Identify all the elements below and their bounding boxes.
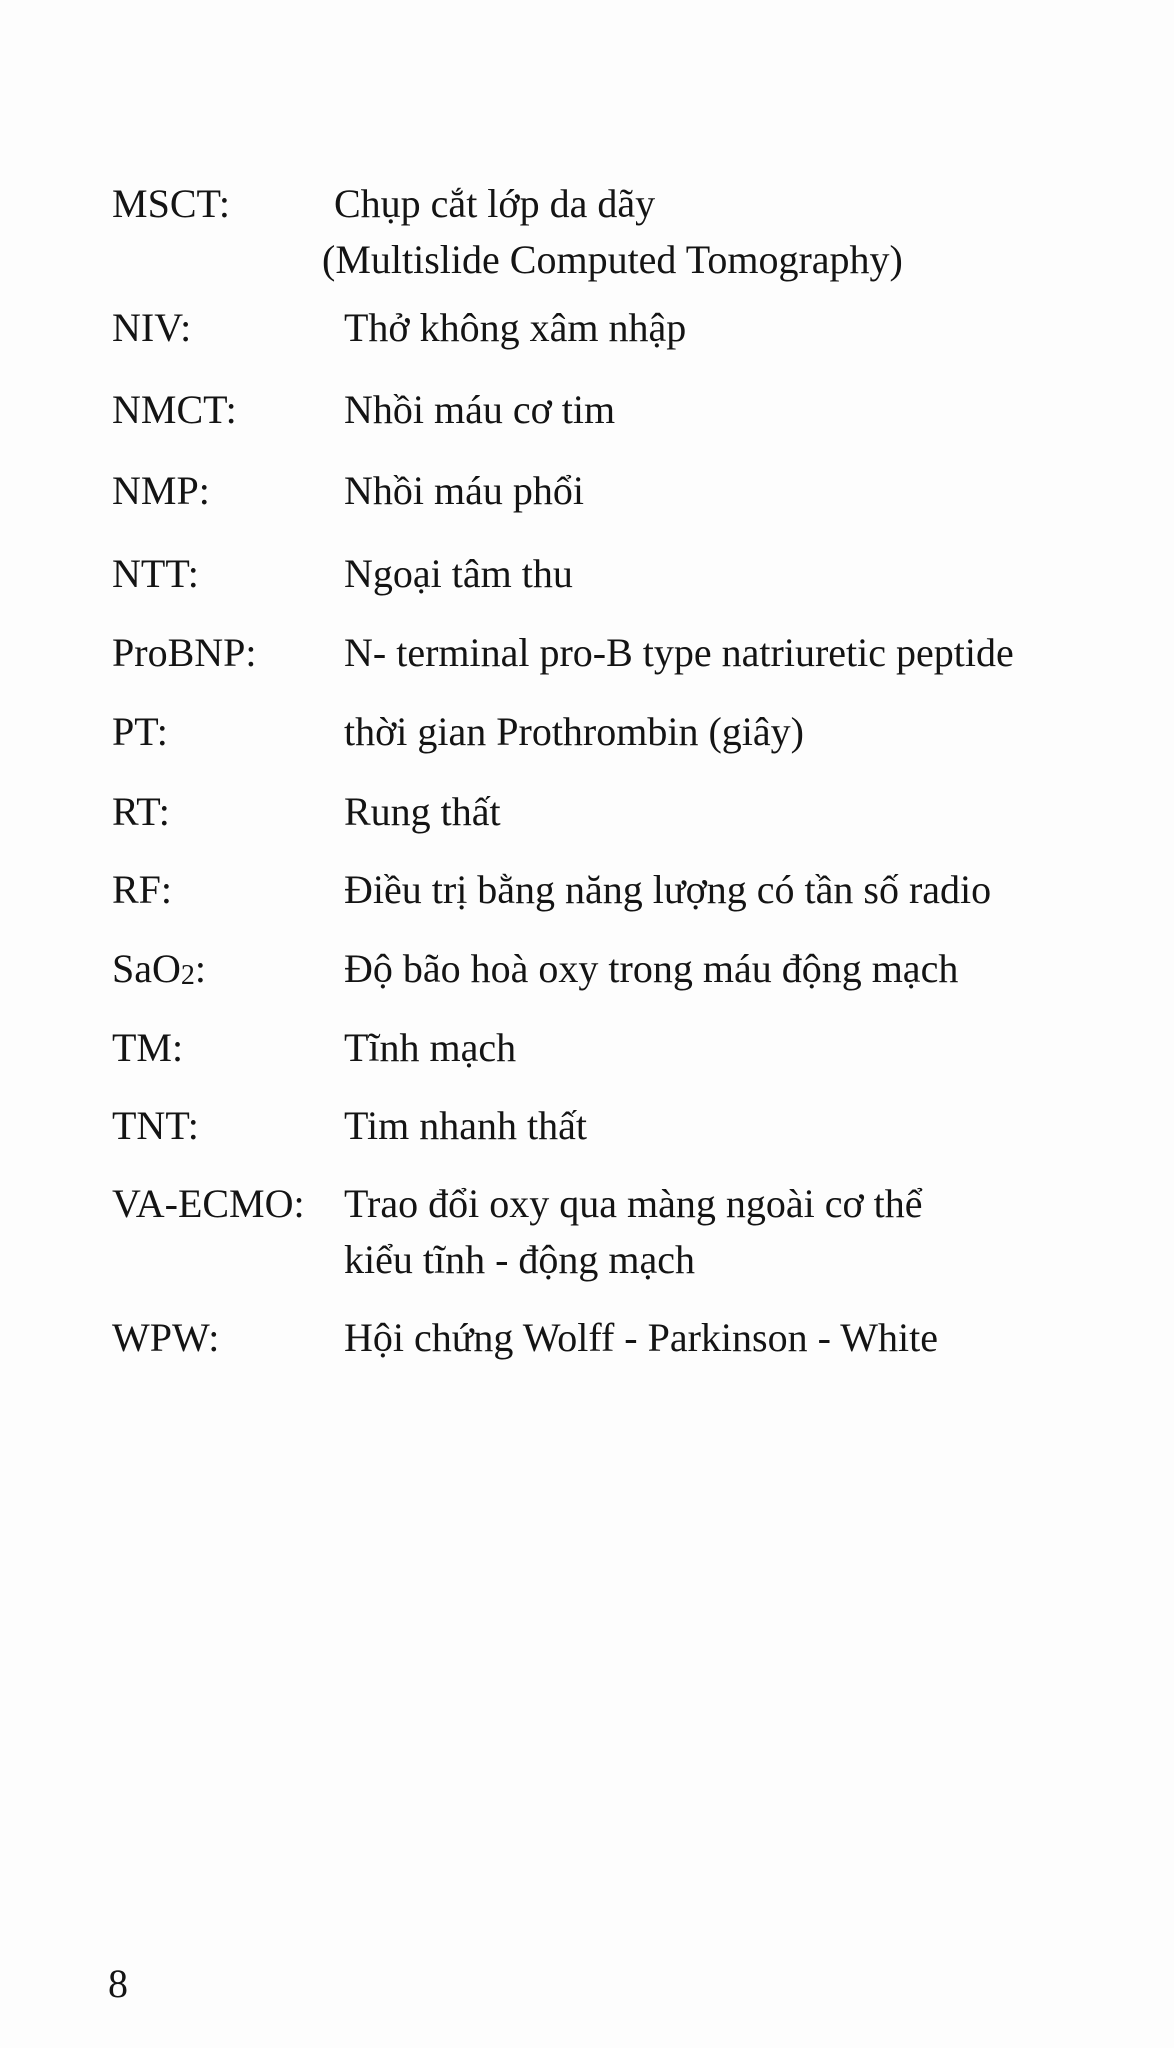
abbreviation-term: TM: bbox=[112, 1025, 184, 1070]
abbreviation-definition bbox=[344, 1020, 516, 1076]
definition-line: Thở không xâm nhập bbox=[344, 305, 687, 350]
abbreviation-definition bbox=[344, 1176, 922, 1288]
definition-line: Trao đổi oxy qua màng ngoài cơ thể bbox=[344, 1181, 923, 1226]
abbreviation-term: MSCT: bbox=[112, 181, 231, 226]
abbreviation-term: NIV: bbox=[112, 305, 192, 350]
abbreviation-definition bbox=[344, 625, 1014, 681]
abbreviation-definition bbox=[344, 546, 573, 602]
abbreviation-term: TNT: bbox=[112, 1103, 199, 1148]
definition-line: (Multislide Computed Tomography) bbox=[322, 237, 903, 282]
definition-line: kiểu tĩnh - động mạch bbox=[344, 1237, 696, 1282]
definition-line: Tim nhanh thất bbox=[344, 1103, 587, 1148]
abbreviation-term: VA-ECMO: bbox=[112, 1181, 305, 1226]
abbreviation-term: NMCT: bbox=[112, 387, 237, 432]
definition-line: Nhồi máu phổi bbox=[344, 468, 584, 513]
definition-line: Nhồi máu cơ tim bbox=[344, 387, 616, 432]
definition-line: Độ bão hoà oxy trong máu động mạch bbox=[344, 946, 959, 991]
abbreviation-definition bbox=[322, 176, 903, 288]
abbreviation-term-colon: : bbox=[194, 946, 207, 991]
abbreviation-definition bbox=[344, 704, 804, 760]
abbreviation-term bbox=[112, 941, 206, 1002]
abbreviation-term: ProBNP: bbox=[112, 630, 257, 675]
abbreviation-term: WPW: bbox=[112, 1315, 220, 1360]
abbreviation-definition bbox=[344, 300, 686, 356]
abbreviation-term: RF: bbox=[112, 867, 173, 912]
abbreviation-term: RT: bbox=[112, 789, 170, 834]
abbreviation-definition bbox=[344, 1310, 938, 1366]
abbreviation-definition bbox=[344, 941, 958, 997]
definition-line: thời gian Prothrombin (giây) bbox=[344, 709, 804, 754]
definition-line: Tĩnh mạch bbox=[344, 1025, 517, 1070]
abbreviation-definition bbox=[344, 463, 584, 519]
abbreviation-definition bbox=[344, 1098, 587, 1154]
abbreviation-term: NTT: bbox=[112, 551, 199, 596]
definition-line: Hội chứng Wolff - Parkinson - White bbox=[344, 1315, 938, 1360]
abbreviation-term-main: SaO bbox=[112, 946, 181, 991]
abbreviation-definition bbox=[344, 862, 991, 918]
abbreviation-term: PT: bbox=[112, 709, 168, 754]
definition-line: N- terminal pro-B type natriuretic peptide bbox=[344, 630, 1014, 675]
abbreviation-term: NMP: bbox=[112, 468, 210, 513]
definition-line: Rung thất bbox=[344, 789, 501, 834]
abbreviation-definition bbox=[344, 382, 615, 438]
definition-line: Ngoại tâm thu bbox=[344, 551, 573, 596]
definition-line: Điều trị bằng năng lượng có tần số radio bbox=[344, 867, 992, 912]
page-number: 8 bbox=[108, 1961, 128, 2006]
abbreviation-term-subscript: 2 bbox=[180, 960, 195, 991]
abbreviation-definition bbox=[344, 784, 501, 840]
definition-line: Chụp cắt lớp da dãy bbox=[334, 181, 656, 226]
